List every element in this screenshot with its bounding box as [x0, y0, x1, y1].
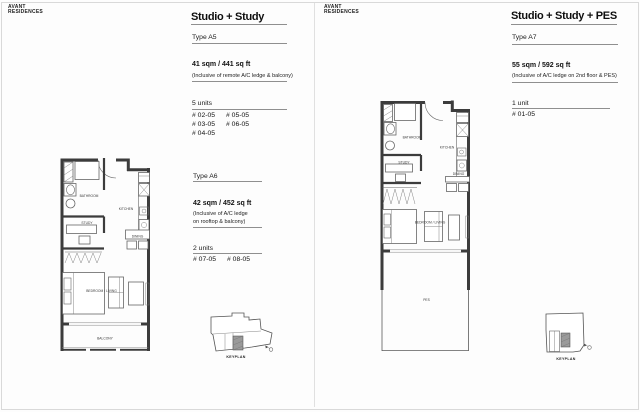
shower-area: [395, 104, 416, 121]
dining-chair: [139, 241, 149, 249]
type-a7-units-label: 1 unit: [512, 99, 529, 107]
console: [129, 282, 144, 305]
room-label-kitchen: KITCHEN: [118, 207, 134, 211]
title-underline: [191, 24, 287, 25]
type-a6-units-underline: [193, 253, 262, 254]
bedroom-furniture: [63, 273, 150, 315]
kitchen-sink: [458, 148, 467, 156]
balcony-divider: [61, 323, 150, 325]
keyplan-right: [540, 310, 594, 364]
dining-furniture: [126, 230, 150, 249]
room-label-kitchen: KITCHEN: [439, 145, 455, 150]
left-panel-title: Studio + Study: [191, 11, 265, 23]
unit-row: # 07-05 # 08-05: [193, 256, 251, 263]
floorplan-type-a5-a6: [56, 152, 156, 354]
room-label-balcony: BALCONY: [97, 336, 113, 341]
north-arrow-icon: [265, 346, 273, 352]
type-a5-underline: [192, 43, 287, 44]
room-label-bathroom: BATHROOM: [79, 194, 99, 198]
room-label-study: STUDY: [81, 221, 93, 225]
type-a6-area: 42 sqm / 452 sq ft: [193, 200, 252, 207]
north-arrow-icon: [584, 344, 592, 350]
stove: [457, 160, 467, 171]
washer: [139, 173, 150, 183]
entrance-door-arc: [98, 160, 116, 178]
type-a7-area: 55 sqm / 592 sq ft: [512, 61, 571, 69]
bathroom-fixtures: [384, 104, 416, 151]
dining-furniture: [446, 177, 470, 192]
study-furniture: [386, 164, 413, 182]
type-a7-note-underline: [512, 82, 618, 83]
wardrobe: [383, 188, 418, 205]
keyplan-label-left: KEYPLAN: [226, 354, 246, 359]
study-furniture: [67, 225, 97, 244]
room-label-bedroom-living: BEDROOM / LIVING: [86, 289, 117, 293]
type-a5-units-underline: [192, 109, 287, 110]
type-a7-label: Type A7: [512, 34, 537, 41]
type-a7-note: (Inclusive of A/C ledge on 2nd floor & PES): [512, 73, 617, 79]
chair: [396, 174, 406, 182]
type-a5-note: (Inclusive of remote A/C ledge & balcony): [192, 72, 293, 79]
type-a6-unit-list: [193, 255, 250, 264]
wardrobe: [65, 252, 102, 263]
bedroom-furniture: [383, 210, 469, 244]
type-a6-units-label: 2 units: [193, 245, 214, 252]
type-a6-underline: [193, 181, 262, 182]
room-label-pes: PES: [423, 298, 430, 302]
floorplan-type-a7: [378, 97, 474, 353]
room-label-dining: DINING: [131, 234, 144, 239]
stove: [139, 220, 149, 231]
bathroom-fixtures: [64, 162, 99, 209]
unit-row: # 01-05: [512, 110, 536, 118]
type-a5-note-underline: [192, 81, 287, 82]
title-underline: [511, 24, 617, 25]
washer: [457, 113, 469, 123]
type-a7-unit-list: [512, 110, 546, 119]
type-a5-area: 41 sqm / 441 sq ft: [192, 61, 251, 68]
room-label-bedroom-living: BEDROOM / LIVING: [414, 220, 446, 225]
type-a7-underline: [512, 44, 618, 45]
type-a5-unit-list: [192, 111, 249, 139]
bed: [63, 273, 105, 315]
keyplan-label-right: KEYPLAN: [556, 356, 576, 361]
console: [449, 215, 460, 240]
unit-row: # 02-05 # 05-05: [192, 111, 250, 119]
chair: [79, 236, 90, 244]
shower-area: [75, 162, 99, 180]
room-label-bathroom: BATHROOM: [402, 135, 422, 140]
basin: [66, 199, 75, 208]
type-a5-units-label: 5 units: [192, 100, 213, 107]
type-a6-note-underline: [193, 227, 262, 228]
entrance-door-arc: [425, 103, 443, 121]
brand-line2: RESIDENCES: [324, 9, 360, 16]
brand-line1: AVANT: [8, 4, 26, 10]
room-label-study: STUDY: [398, 160, 410, 165]
type-a6-note-line1: (Inclusive of A/C ledge: [193, 210, 248, 217]
unit-row: # 04-05: [192, 129, 216, 137]
right-panel-title: Studio + Study + PES: [511, 10, 617, 22]
brand-logo-right: [324, 5, 359, 16]
keyplan-left: [205, 312, 277, 362]
dining-table: [446, 177, 470, 183]
bed: [383, 210, 417, 244]
room-label-dining: DINING: [452, 172, 465, 176]
dining-chair: [447, 184, 457, 192]
dining-chair: [459, 184, 469, 192]
type-a7-units-underline: [512, 108, 610, 109]
type-a6-label: Type A6: [193, 172, 218, 180]
desk: [67, 225, 97, 234]
pes-divider: [381, 250, 470, 252]
basin: [386, 141, 395, 150]
dining-chair: [127, 241, 137, 249]
brand-line2: RESIDENCES: [8, 9, 44, 16]
brand-logo-left: [8, 5, 43, 16]
panel-divider: [314, 3, 315, 407]
brand-line1: AVANT: [324, 4, 342, 10]
type-a5-label: Type A5: [192, 33, 217, 41]
desk: [386, 164, 413, 172]
unit-row: # 03-05 # 06-05: [192, 120, 250, 128]
type-a6-note-line2: on rooftop & balcony): [193, 218, 246, 225]
